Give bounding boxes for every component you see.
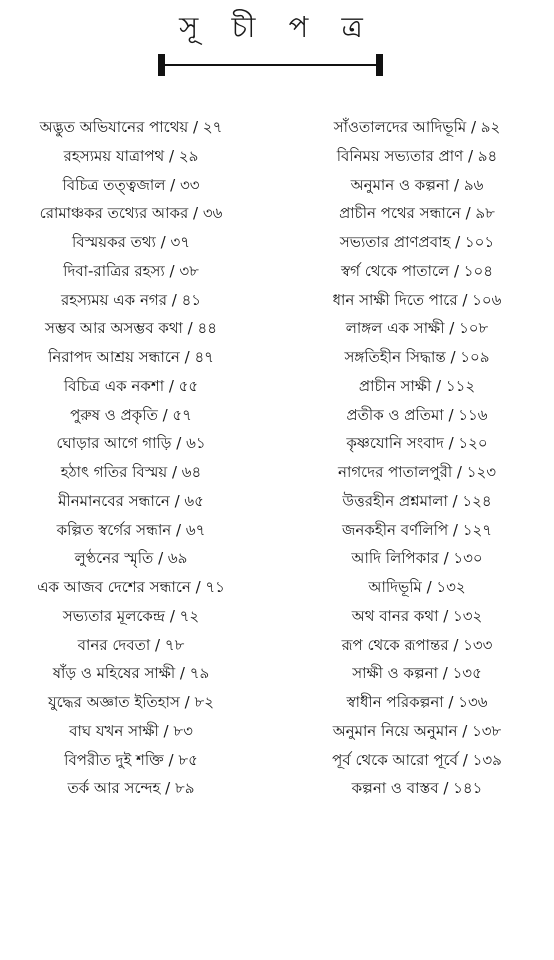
- contents-entry: ষাঁড় ও মহিষের সাক্ষী / ৭৯: [52, 664, 210, 683]
- contents-entry: বিপরীত দুই শক্তি / ৮৫: [64, 750, 198, 769]
- contents-entry: হঠাৎ গতির বিস্ময় / ৬৪: [60, 463, 202, 481]
- divider-right-cap: [376, 54, 383, 76]
- contents-entry: সাক্ষী ও কল্পনা / ১৩৫: [352, 664, 482, 683]
- contents-entry: দিবা-রাত্রির রহস্য / ৩৮: [63, 261, 199, 280]
- contents-entry: লুণ্ঠনের স্মৃতি / ৬৯: [74, 549, 188, 568]
- contents-entry: সম্ভব আর অসম্ভব কথা / ৪৪: [45, 319, 217, 338]
- contents-entry: এক আজব দেশের সন্ধানে / ৭১: [37, 578, 225, 596]
- contents-entry: সভ্যতার মূলকেন্দ্র / ৭২: [62, 606, 200, 625]
- contents-entry: ধান সাক্ষী দিতে পারে / ১০৬: [332, 290, 502, 309]
- contents-entry: অনুমান ও কল্পনা / ৯৬: [350, 175, 484, 194]
- contents-entry: বাঘ যখন সাক্ষী / ৮৩: [69, 721, 193, 740]
- page-title: সূ চী প ত্র: [179, 10, 375, 44]
- contents-entry: বিচিত্র তত্ত্বজাল / ৩৩: [62, 175, 200, 194]
- contents-entry: লাঙ্গল এক সাক্ষী / ১০৮: [345, 319, 489, 338]
- contents-entry: সাঁওতালদের আদিভূমি / ৯২: [333, 118, 501, 136]
- contents-entry: নাগদের পাতালপুরী / ১২৩: [338, 463, 496, 481]
- contents-entry: কল্পিত স্বর্গের সন্ধান / ৬৭: [56, 520, 206, 539]
- contents-left-column: [0, 113, 262, 803]
- divider-line: [158, 64, 383, 66]
- contents-entry: উত্তরহীন প্রশ্নমালা / ১২৪: [342, 491, 492, 510]
- contents-entry: কৃষ্ণযোনি সংবাদ / ১২০: [346, 434, 488, 453]
- contents-entry: আদি লিপিকার / ১৩০: [351, 549, 483, 568]
- contents-entry: স্বাধীন পরিকল্পনা / ১৩৬: [346, 693, 488, 711]
- contents-entry: মীনমানবের সন্ধানে / ৬৫: [58, 491, 204, 510]
- title-divider: [158, 54, 383, 78]
- contents-entry: কল্পনা ও বাস্তব / ১৪১: [351, 779, 483, 798]
- contents-entry: রহস্যময় এক নগর / ৪১: [60, 290, 202, 309]
- contents-entry: পুরুষ ও প্রকৃতি / ৫৭: [70, 405, 192, 424]
- contents-entry: অথ বানর কথা / ১৩২: [351, 606, 483, 625]
- contents-entry: অদ্ভুত অভিযানের পাথেয় / ২৭: [39, 118, 223, 136]
- contents-entry: রোমাঞ্চকর তথ্যের আকর / ৩৬: [39, 204, 223, 223]
- contents-entry: প্রতীক ও প্রতিমা / ১১৬: [346, 405, 488, 424]
- contents-entry: আদিভূমি / ১৩২: [368, 578, 466, 596]
- contents-entry: প্রাচীন সাক্ষী / ১১২: [358, 376, 476, 395]
- contents-entry: স্বর্গ থেকে পাতালে / ১০৪: [341, 261, 493, 280]
- contents-entry: যুদ্ধের অজ্ঞাত ইতিহাস / ৮২: [48, 693, 214, 711]
- divider-left-cap: [158, 54, 165, 76]
- contents-entry: সঙ্গতিহীন সিদ্ধান্ত / ১০৯: [344, 348, 490, 366]
- contents-entry: পূর্ব থেকে আরো পূর্বে / ১৩৯: [332, 750, 502, 769]
- contents-entry: বানর দেবতা / ৭৮: [77, 635, 185, 654]
- contents-entry: বিনিময় সভ্যতার প্রাণ / ৯৪: [336, 146, 498, 165]
- contents-entry: বিচিত্র এক নকশা / ৫৫: [63, 376, 199, 395]
- contents-entry: সভ্যতার প্রাণপ্রবাহ / ১০১: [339, 233, 495, 251]
- contents-entry: প্রাচীন পথের সন্ধানে / ৯৮: [339, 204, 495, 223]
- contents-entry: তর্ক আর সন্দেহ / ৮৯: [67, 779, 195, 798]
- contents-entry: রূপ থেকে রূপান্তর / ১৩৩: [341, 635, 493, 654]
- contents-entry: অনুমান নিয়ে অনুমান / ১৩৮: [332, 721, 502, 740]
- contents-entry: রহস্যময় যাত্রাপথ / ২৯: [63, 146, 199, 165]
- contents-entry: ঘোড়ার আগে গাড়ি / ৬১: [56, 434, 206, 453]
- contents-right-column: [286, 113, 548, 803]
- contents-entry: নিরাপদ আশ্রয় সন্ধানে / ৪৭: [48, 348, 214, 366]
- contents-entry: বিস্ময়কর তথ্য / ৩৭: [72, 233, 190, 251]
- contents-entry: জনকহীন বর্ণলিপি / ১২৭: [342, 520, 492, 539]
